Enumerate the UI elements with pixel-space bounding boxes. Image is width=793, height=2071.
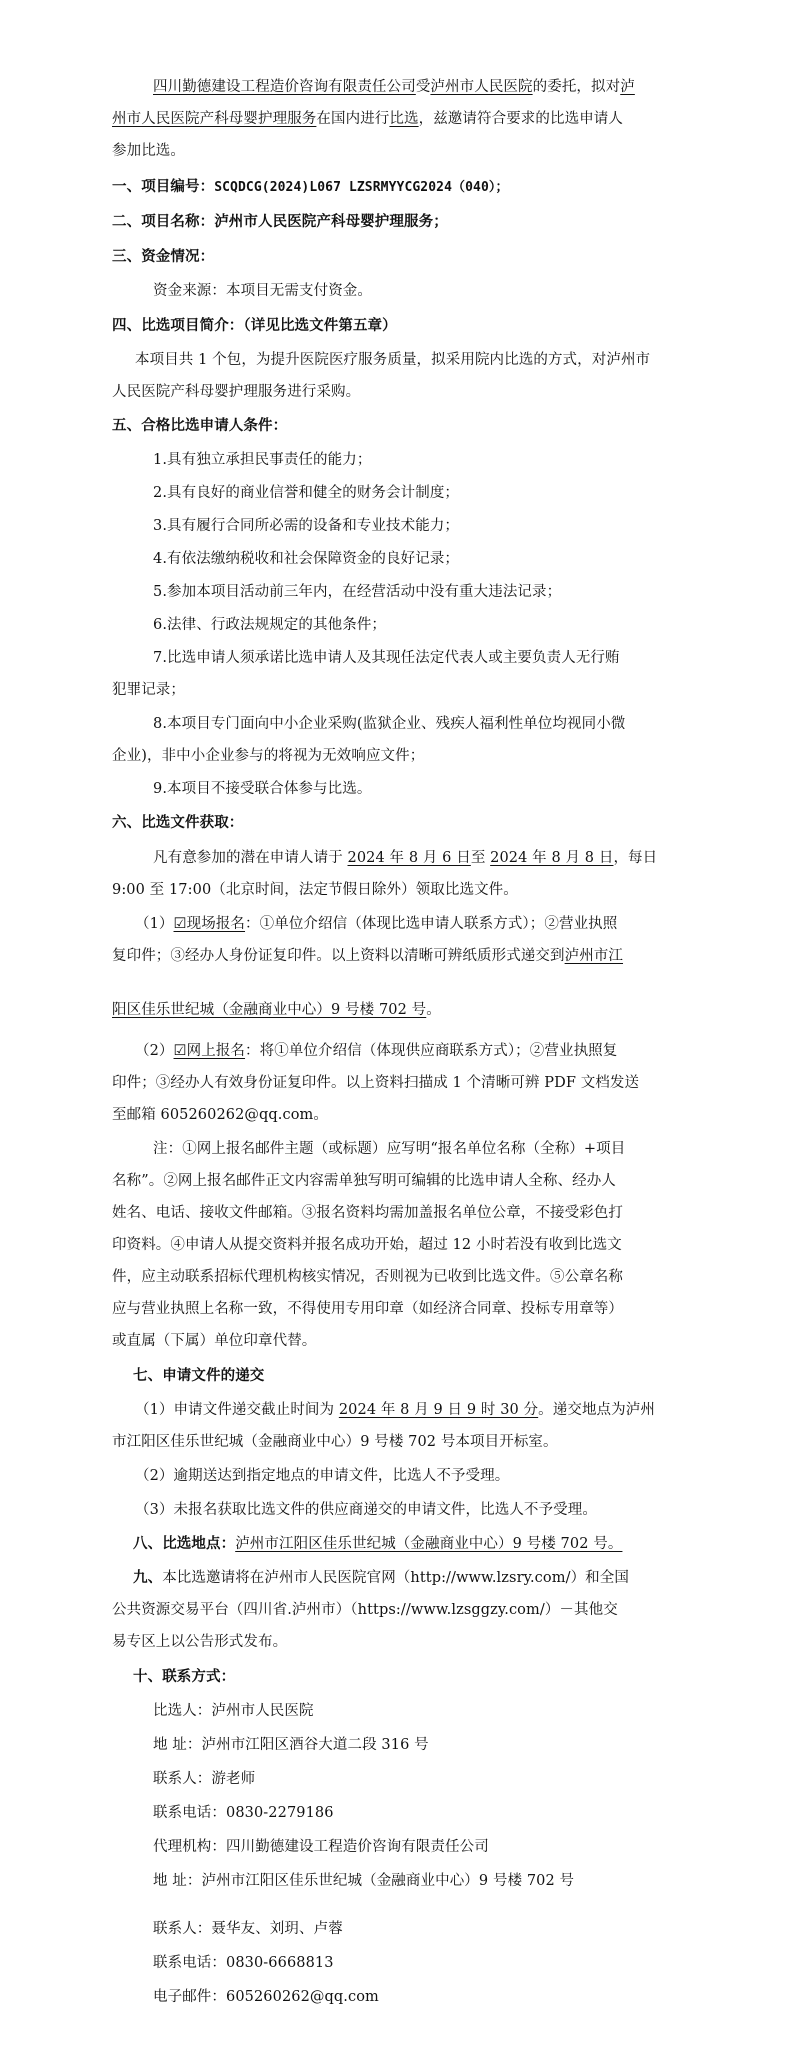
obtain-period-line-2: 9:00 至 17:00（北京时间，法定节假日除外）领取比选文件。 bbox=[112, 882, 518, 898]
project-name-link: 州市人民医院产科母婴护理服务 bbox=[112, 111, 317, 127]
note-line-5: 件，应主动联系招标代理机构核实情况，否则视为已收到比选文件。⑤公章名称 bbox=[112, 1269, 623, 1285]
buyer-phone: 联系电话：0830-2279186 bbox=[153, 1805, 334, 1821]
date-from: 2024 年 8 月 6 日 bbox=[347, 850, 471, 866]
condition-9: 9.本项目不接受联合体参与比选。 bbox=[153, 781, 372, 797]
onsite-registration-checkbox: ☑现场报名 bbox=[173, 916, 246, 932]
publication-line-2: 公共资源交易平台（四川省.泸州市）（https://www.lzsggzy.com/）－其他交 bbox=[112, 1602, 618, 1618]
note-line-7: 或直属（下属）单位印章代替。 bbox=[112, 1333, 317, 1349]
condition-5: 5.参加本项目活动前三年内，在经营活动中没有重大违法记录； bbox=[153, 584, 562, 600]
publication-line-3: 易专区上以公告形式发布。 bbox=[112, 1634, 288, 1650]
submission-deadline-line-2: 市江阳区佳乐世纪城（金融商业中心）9 号楼 702 号本项目开标室。 bbox=[112, 1434, 558, 1450]
project-intro-line-2: 人民医院产科母婴护理服务进行采购。 bbox=[112, 384, 361, 400]
section-qualification-heading: 五、合格比选申请人条件： bbox=[112, 417, 288, 434]
section-funding-heading: 三、资金情况： bbox=[112, 248, 215, 265]
onsite-address: 阳区佳乐世纪城（金融商业中心）9 号楼 702 号 bbox=[112, 1002, 427, 1018]
note-line-3: 姓名、电话、接收文件邮箱。③报名资料均需加盖报名单位公章，不接受彩色打 bbox=[112, 1205, 623, 1221]
agent-contact: 联系人：聂华友、刘玥、卢蓉 bbox=[153, 1921, 343, 1937]
online-registration-checkbox: ☑网上报名 bbox=[173, 1043, 246, 1059]
section-project-number: 一、项目编号：SCQDCG(2024)L067 LZSRMYYCG2024（040）； bbox=[112, 178, 509, 195]
onsite-registration-line-3: 阳区佳乐世纪城（金融商业中心）9 号楼 702 号。 bbox=[112, 1002, 441, 1018]
submission-deadline-line-1: （1）申请文件递交截止时间为 2024 年 8 月 9 日 9 时 30 分。递交地点为泸州 bbox=[135, 1402, 655, 1418]
note-line-6: 应与营业执照上名称一致，不得使用专用印章（如经济合同章、投标专用章等） bbox=[112, 1301, 623, 1317]
date-to: 2024 年 8 月 8 日 bbox=[490, 850, 614, 866]
obtain-period-line-1: 凡有意参加的潜在申请人请于 2024 年 8 月 6 日至 2024 年 8 月 8 日，每日 bbox=[153, 850, 658, 866]
online-registration-line-2: 印件；③经办人有效身份证复印件。以上资料扫描成 1 个清晰可辨 PDF 文档发送 bbox=[112, 1075, 640, 1091]
condition-7-line-1: 7.比选申请人须承诺比选申请人及其现任法定代表人或主要负责人无行贿 bbox=[153, 650, 620, 666]
section-submission-heading: 七、申请文件的递交 bbox=[133, 1367, 265, 1384]
condition-4: 4.有依法缴纳税收和社会保障资金的良好记录； bbox=[153, 551, 460, 567]
intro-line-1: 四川勤德建设工程造价咨询有限责任公司受泸州市人民医院的委托，拟对泸 bbox=[153, 79, 635, 95]
note-line-1: 注：①网上报名邮件主题（或标题）应写明“报名单位名称（全称）+项目 bbox=[153, 1141, 626, 1157]
condition-3: 3.具有履行合同所必需的设备和专业技术能力； bbox=[153, 518, 460, 534]
section-intro-heading: 四、比选项目简介：（详见比选文件第五章） bbox=[112, 317, 397, 334]
section-obtain-heading: 六、比选文件获取： bbox=[112, 814, 244, 831]
agency-name: 四川勤德建设工程造价咨询有限责任公司 bbox=[153, 79, 416, 95]
onsite-registration-line-1: （1）☑现场报名：①单位介绍信（体现比选申请人联系方式）；②营业执照 bbox=[135, 916, 618, 932]
condition-6: 6.法律、行政法规规定的其他条件； bbox=[153, 617, 387, 633]
note-line-2: 名称”。②网上报名邮件正文内容需单独写明可编辑的比选申请人全称、经办人 bbox=[112, 1173, 616, 1189]
onsite-registration-line-2: 复印件；③经办人身份证复印件。以上资料以清晰可辨纸质形式递交到泸州市江 bbox=[112, 948, 624, 964]
intro-line-2: 州市人民医院产科母婴护理服务在国内进行比选，兹邀请符合要求的比选申请人 bbox=[112, 111, 624, 127]
condition-2: 2.具有良好的商业信誉和健全的财务会计制度； bbox=[153, 485, 460, 501]
section-project-name: 二、项目名称：泸州市人民医院产科母婴护理服务； bbox=[112, 213, 448, 230]
buyer-name: 比选人：泸州市人民医院 bbox=[153, 1703, 314, 1719]
online-registration-line-3: 至邮箱 605260262@qq.com。 bbox=[112, 1107, 329, 1123]
condition-7-line-2: 犯罪记录； bbox=[112, 682, 185, 698]
section-location: 八、比选地点：泸州市江阳区佳乐世纪城（金融商业中心）9 号楼 702 号。 bbox=[133, 1535, 623, 1552]
note-line-4: 印资料。④申请人从提交资料并报名成功开始，超过 12 小时若没有收到比选文 bbox=[112, 1237, 622, 1253]
hospital-name: 泸州市人民医院 bbox=[430, 79, 533, 95]
intro-line-3: 参加比选。 bbox=[112, 143, 185, 159]
condition-8-line-2: 企业)，非中小企业参与的将视为无效响应文件； bbox=[112, 748, 425, 764]
agent-name: 代理机构：四川勤德建设工程造价咨询有限责任公司 bbox=[153, 1839, 489, 1855]
funding-source: 资金来源：本项目无需支付资金。 bbox=[153, 283, 372, 299]
buyer-address: 地 址：泸州市江阳区酒谷大道二段 316 号 bbox=[153, 1737, 429, 1753]
agent-phone: 联系电话：0830-6668813 bbox=[153, 1955, 334, 1971]
condition-1: 1.具有独立承担民事责任的能力； bbox=[153, 452, 372, 468]
buyer-contact: 联系人：游老师 bbox=[153, 1771, 256, 1787]
condition-8-line-1: 8.本项目专门面向中小企业采购(监狱企业、残疾人福利性单位均视同小微 bbox=[153, 716, 626, 732]
submission-rule-3: （3）未报名获取比选文件的供应商递交的申请文件，比选人不予受理。 bbox=[135, 1502, 597, 1518]
agent-address: 地 址：泸州市江阳区佳乐世纪城（金融商业中心）9 号楼 702 号 bbox=[153, 1873, 575, 1889]
project-intro-line-1: 本项目共 1 个包，为提升医院医疗服务质量，拟采用院内比选的方式，对泸州市 bbox=[135, 352, 651, 368]
submission-rule-2: （2）逾期送达到指定地点的申请文件，比选人不予受理。 bbox=[135, 1468, 510, 1484]
publication-line-1: 九、本比选邀请将在泸州市人民医院官网（http://www.lzsry.com/）和全国 bbox=[133, 1569, 629, 1586]
submission-deadline: 2024 年 8 月 9 日 9 时 30 分 bbox=[338, 1402, 539, 1418]
section-contact-heading: 十、联系方式： bbox=[133, 1668, 236, 1685]
online-registration-line-1: （2）☑网上报名：将①单位介绍信（体现供应商联系方式）；②营业执照复 bbox=[135, 1043, 618, 1059]
agent-email: 电子邮件：605260262@qq.com bbox=[153, 1989, 379, 2005]
selection-location: 泸州市江阳区佳乐世纪城（金融商业中心）9 号楼 702 号。 bbox=[235, 1536, 623, 1552]
